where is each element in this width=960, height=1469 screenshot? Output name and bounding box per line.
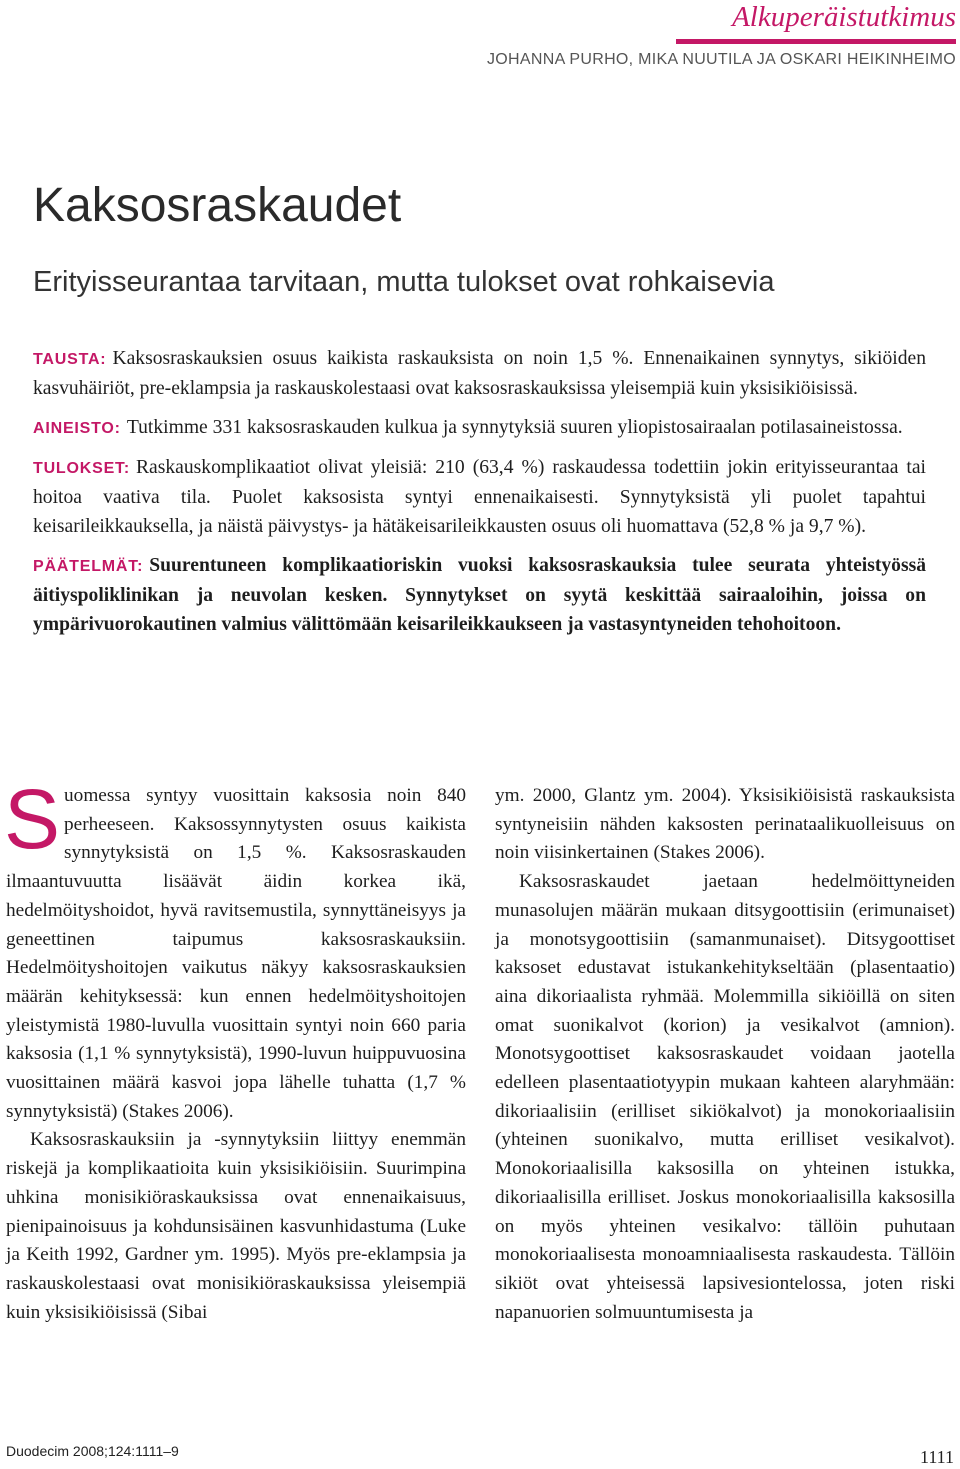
- body-column-left: [4, 772, 466, 1327]
- abstract-text-tulokset: Raskauskomplikaatiot olivat yleisiä: 210 (63,4 %) raskaudessa todettiin jokin erityisseurantaa tai hoitoa vaativa tila. Puolet kaksosista syntyi ennenaikaisesti. Synnytyksistä yli puolet tapahtui keisarileikkauksella, ja näistä päivystys- ja hätäkeisarileikkausten osuus oli huomattava (52,8 % ja 9,7 %).: [33, 457, 926, 537]
- section-rule: [676, 39, 956, 44]
- section-title: Alkuperäistutkimus: [732, 1, 956, 33]
- body-paragraph: Kaksosraskaudet jaetaan hedelmöittyneiden munasolujen määrän mukaan ditsygoottisiin (erimunaiset) ja monotsygoottisiin (samanmunaiset). Ditsygoottiset kaksoset edustavat istukankehitykseltään (plasentaatio) aina dikoriaalista ryhmää. Molemmilla sikiöillä on siten omat suonikalvot (korion) ja vesikalvot (amnion). Monotsygoottiset kaksosraskaudet voidaan jaotella edelleen plasentaatiotyypin mukaan kahteen alaryhmään: dikoriaalisiin (erilliset sikiökalvot) ja monokoriaalisiin (yhteinen suonikalvo, mutta erilliset vesikalvot). Monokoriaalisilla kaksosilla on yhteinen istukka, dikoriaalisilla erilliset. Joskus monokoriaalisilla kaksosilla on myös yhteinen vesikalvo: tällöin puhutaan monokoriaalisesta monoamniaalisesta raskaudesta. Tällöin sikiöt ovat yhteisessä lapsivesiontelossa, joten riski napanuorien solmuuntumisesta ja: [495, 871, 955, 1323]
- authors: JOHANNA PURHO, MIKA NUUTILA JA OSKARI HEIKINHEIMO: [486, 51, 956, 68]
- abstract-results: [33, 453, 926, 541]
- article-subtitle: Erityisseurantaa tarvitaan, mutta tulokset ovat rohkaisevia: [33, 266, 775, 298]
- abstract-text-aineisto: Tutkimme 331 kaksosraskauden kulkua ja synnytyksiä suuren yliopistosairaalan potilasaineistossa.: [126, 417, 903, 438]
- body-paragraph-text: uomessa syntyy vuosittain kaksosia noin 840 perheeseen. Kaksossynnytysten osuus kaikista synnytyksistä on 1,5 %. Kaksosraskauden ilmaantuvuutta lisäävät äidin korkea ikä, hedelmöityshoidot, hyvä ravitsemustila, synnyttäneisyys ja geneettinen taipumus kaksosraskauksiin. Hedelmöityshoitojen vaikutus näkyy kaksosraskauksien määrän kehityksessä: kun ennen hedelmöityshoitojen yleistymistä 1980-luvulla vuosittain syntyi noin 660 paria kaksosia (1,1 % synnytyksistä), 1990-luvun huippuvuosina vuosittainen määrä kasvoi jopa lähelle tuhatta (1,7 % synnytyksistä) (Stakes 2006).: [6, 785, 466, 1122]
- drop-cap: S: [4, 772, 61, 866]
- abstract-text-tausta: Kaksosraskauksien osuus kaikista raskauksista on noin 1,5 %. Ennenaikainen synnytys, sikiöiden kasvuhäiriöt, pre-eklampsia ja raskauskolestaasi ovat kaksosraskauksissa yleisempiä kuin yksisikiöisissä.: [33, 348, 926, 399]
- abstract-material: [33, 413, 926, 443]
- abstract: [33, 344, 926, 649]
- body-paragraph: Kaksosraskauksiin ja -synnytyksiin liittyy enemmän riskejä ja komplikaatioita kuin yksisikiöisiin. Suurimpina uhkina monisikiöraskauksissa ovat ennenaikaisuus, pienipainoisuus ja kohdunsisäinen kasvunhidastuma (Luke ja Keith 1992, Gardner ym. 1995). Myös pre-eklampsia ja raskauskolestaasi ovat monisikiöraskauksissa yleisempiä kuin yksisikiöisissä (Sibai: [6, 1129, 466, 1323]
- abstract-conclusions: [33, 551, 926, 639]
- body-paragraph: ym. 2000, Glantz ym. 2004). Yksisikiöisistä raskauksista syntyneisiin nähden kaksosten perinataalikuolleisuus on noin viisinkertainen (Stakes 2006).: [495, 785, 955, 864]
- body-column-right: [495, 782, 955, 1327]
- abstract-label-aineisto: AINEISTO:: [33, 420, 121, 437]
- abstract-label-tulokset: TULOKSET:: [33, 460, 130, 477]
- body-paragraph: [4, 772, 466, 1126]
- journal-citation: Duodecim 2008;124:1111–9: [6, 1443, 179, 1459]
- abstract-background: [33, 344, 926, 403]
- abstract-text-paatelmat: Suurentuneen komplikaatioriskin vuoksi kaksosraskauksia tulee seurata yhteistyössä äitiyspoliklinikan ja neuvolan kesken. Synnytykset on syytä keskittää sairaaloihin, joissa on ympärivuorokautinen valmius välittömään keisarileikkaukseen ja vastasyntyneiden tehohoitoon.: [33, 555, 926, 635]
- abstract-label-paatelmat: PÄÄTELMÄT:: [33, 558, 144, 575]
- page-number: 1111: [920, 1447, 954, 1467]
- abstract-label-tausta: TAUSTA:: [33, 351, 107, 368]
- article-title: Kaksosraskaudet: [33, 179, 402, 232]
